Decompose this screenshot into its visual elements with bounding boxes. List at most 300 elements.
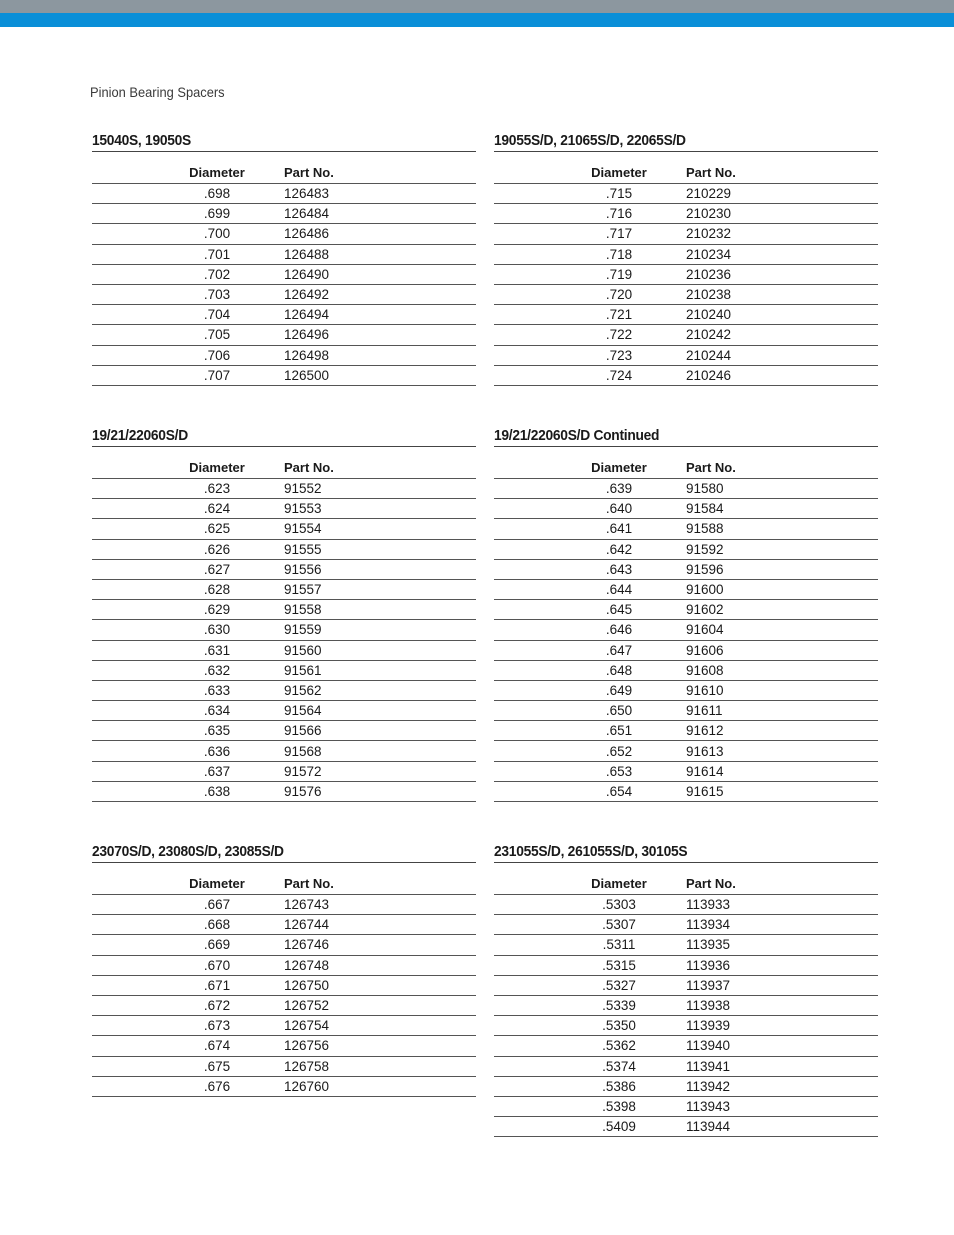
table-row [494, 915, 878, 935]
spacer-cell [92, 915, 172, 935]
spacer-table [494, 447, 878, 802]
spacer-cell [92, 559, 172, 579]
spacer-table [92, 447, 476, 802]
spacer-cell [382, 325, 476, 345]
part-no-cell: 91612 [664, 721, 784, 741]
spacer-cell [494, 1016, 574, 1036]
spacer-cell [784, 915, 878, 935]
part-no-cell: 113937 [664, 975, 784, 995]
part-no-cell: 91610 [664, 680, 784, 700]
spacer-cell [494, 915, 574, 935]
part-no-cell: 91564 [262, 701, 382, 721]
diameter-cell: .645 [574, 600, 664, 620]
spacer-cell [784, 620, 878, 640]
part-no-cell: 210232 [664, 224, 784, 244]
part-no-cell: 91558 [262, 600, 382, 620]
spacer-cell [92, 781, 172, 801]
top-blue-bar [0, 13, 954, 27]
spacer-cell [784, 701, 878, 721]
diameter-cell: .646 [574, 620, 664, 640]
table-row [494, 184, 878, 204]
table-row [494, 284, 878, 304]
spacer-cell [92, 863, 172, 895]
diameter-cell: .699 [172, 204, 262, 224]
part-no-cell: 210246 [664, 365, 784, 385]
table-row [494, 479, 878, 499]
part-no-header: Part No. [664, 863, 784, 895]
part-no-cell: 113933 [664, 895, 784, 915]
part-no-cell: 210234 [664, 244, 784, 264]
spacer-table [494, 863, 878, 1137]
spacer-cell [784, 1056, 878, 1076]
table-row [92, 895, 476, 915]
spacer-cell [494, 620, 574, 640]
spacer-cell [784, 1117, 878, 1137]
spacer-cell [382, 915, 476, 935]
spacer-cell [784, 975, 878, 995]
spacer-cell [92, 701, 172, 721]
diameter-cell: .674 [172, 1036, 262, 1056]
diameter-cell: .625 [172, 519, 262, 539]
part-no-cell: 210238 [664, 284, 784, 304]
part-no-cell: 91561 [262, 660, 382, 680]
spacer-cell [494, 863, 574, 895]
diameter-cell: .640 [574, 499, 664, 519]
part-no-header: Part No. [262, 863, 382, 895]
diameter-cell: .641 [574, 519, 664, 539]
spacer-cell [92, 975, 172, 995]
spacer-table-section [494, 426, 878, 802]
diameter-cell: .627 [172, 559, 262, 579]
spacer-cell [382, 579, 476, 599]
section-title [92, 131, 476, 152]
spacer-cell [784, 741, 878, 761]
table-row [494, 224, 878, 244]
part-no-cell: 91580 [664, 479, 784, 499]
part-no-cell: 210229 [664, 184, 784, 204]
diameter-cell: .5311 [574, 935, 664, 955]
spacer-cell [784, 345, 878, 365]
spacer-cell [382, 995, 476, 1015]
spacer-cell [382, 264, 476, 284]
table-row [494, 1016, 878, 1036]
spacer-cell [494, 479, 574, 499]
spacer-cell [494, 701, 574, 721]
diameter-cell: .647 [574, 640, 664, 660]
table-row [494, 1076, 878, 1096]
part-no-cell: 91592 [664, 539, 784, 559]
spacer-cell [494, 519, 574, 539]
spacer-cell [382, 721, 476, 741]
table-row [92, 204, 476, 224]
diameter-cell: .624 [172, 499, 262, 519]
diameter-cell: .652 [574, 741, 664, 761]
table-row [494, 955, 878, 975]
spacer-cell [92, 264, 172, 284]
spacer-cell [784, 519, 878, 539]
spacer-cell [382, 244, 476, 264]
spacer-cell [92, 447, 172, 479]
diameter-cell: .5398 [574, 1096, 664, 1116]
table-header-row [494, 447, 878, 479]
table-row [92, 479, 476, 499]
table-row [92, 579, 476, 599]
table-row [92, 701, 476, 721]
diameter-cell: .631 [172, 640, 262, 660]
diameter-cell: .673 [172, 1016, 262, 1036]
spacer-cell [92, 244, 172, 264]
part-no-cell: 126754 [262, 1016, 382, 1036]
spacer-table-section [92, 131, 476, 386]
spacer-cell [784, 284, 878, 304]
spacer-cell [92, 479, 172, 499]
part-no-cell: 91553 [262, 499, 382, 519]
spacer-cell [92, 519, 172, 539]
table-row [494, 895, 878, 915]
spacer-cell [494, 345, 574, 365]
table-row [494, 345, 878, 365]
spacer-cell [382, 499, 476, 519]
spacer-cell [382, 284, 476, 304]
spacer-cell [784, 640, 878, 660]
spacer-cell [784, 895, 878, 915]
spacer-cell [494, 600, 574, 620]
spacer-cell [494, 284, 574, 304]
spacer-cell [494, 244, 574, 264]
spacer-cell [784, 204, 878, 224]
part-no-cell: 113942 [664, 1076, 784, 1096]
part-no-cell: 126746 [262, 935, 382, 955]
spacer-cell [784, 224, 878, 244]
table-row [494, 264, 878, 284]
section-title [92, 426, 476, 447]
diameter-cell: .5386 [574, 1076, 664, 1096]
section-title-text: 23070S/D, 23080S/D, 23085S/D [92, 843, 284, 860]
spacer-cell [784, 1036, 878, 1056]
part-no-cell: 126490 [262, 264, 382, 284]
table-row [494, 935, 878, 955]
diameter-cell: .676 [172, 1076, 262, 1096]
diameter-cell: .675 [172, 1056, 262, 1076]
spacer-cell [92, 539, 172, 559]
diameter-cell: .669 [172, 935, 262, 955]
spacer-cell [494, 305, 574, 325]
part-no-cell: 126488 [262, 244, 382, 264]
part-no-cell: 210240 [664, 305, 784, 325]
diameter-cell: .639 [574, 479, 664, 499]
table-row [494, 519, 878, 539]
spacer-cell [382, 600, 476, 620]
spacer-cell [784, 721, 878, 741]
spacer-cell [784, 1016, 878, 1036]
diameter-cell: .717 [574, 224, 664, 244]
spacer-cell [92, 995, 172, 1015]
spacer-cell [494, 1096, 574, 1116]
part-no-header: Part No. [262, 152, 382, 184]
diameter-cell: .704 [172, 305, 262, 325]
spacer-cell [92, 152, 172, 184]
spacer-cell [784, 1076, 878, 1096]
section-title [494, 131, 878, 152]
diameter-header: Diameter [172, 447, 262, 479]
part-no-cell: 126760 [262, 1076, 382, 1096]
part-no-cell: 126496 [262, 325, 382, 345]
table-row [494, 995, 878, 1015]
spacer-cell [382, 204, 476, 224]
part-no-cell: 126756 [262, 1036, 382, 1056]
spacer-cell [494, 325, 574, 345]
spacer-cell [92, 660, 172, 680]
spacer-cell [382, 955, 476, 975]
section-title-text: 19/21/22060S/D Continued [494, 427, 660, 444]
spacer-cell [494, 721, 574, 741]
diameter-cell: .638 [172, 781, 262, 801]
part-no-cell: 91611 [664, 701, 784, 721]
part-no-cell: 113940 [664, 1036, 784, 1056]
table-header-row [494, 863, 878, 895]
spacer-cell [784, 935, 878, 955]
part-no-cell: 126743 [262, 895, 382, 915]
part-no-cell: 91615 [664, 781, 784, 801]
spacer-cell [382, 701, 476, 721]
diameter-cell: .723 [574, 345, 664, 365]
part-no-cell: 113935 [664, 935, 784, 955]
spacer-table [92, 152, 476, 386]
diameter-cell: .722 [574, 325, 664, 345]
table-row [494, 781, 878, 801]
part-no-cell: 126750 [262, 975, 382, 995]
part-no-cell: 91600 [664, 579, 784, 599]
diameter-cell: .720 [574, 284, 664, 304]
spacer-cell [494, 579, 574, 599]
diameter-cell: .719 [574, 264, 664, 284]
diameter-cell: .670 [172, 955, 262, 975]
spacer-cell [382, 781, 476, 801]
table-row [92, 620, 476, 640]
diameter-cell: .642 [574, 539, 664, 559]
part-no-cell: 126744 [262, 915, 382, 935]
table-row [92, 640, 476, 660]
table-row [92, 1036, 476, 1056]
spacer-cell [92, 345, 172, 365]
part-no-cell: 91562 [262, 680, 382, 700]
spacer-cell [494, 640, 574, 660]
table-row [494, 1056, 878, 1076]
spacer-cell [92, 579, 172, 599]
table-row [494, 600, 878, 620]
spacer-cell [382, 1056, 476, 1076]
table-row [92, 365, 476, 385]
spacer-cell [382, 152, 476, 184]
table-row [494, 305, 878, 325]
spacer-cell [494, 559, 574, 579]
spacer-table-section [92, 842, 476, 1097]
diameter-cell: .628 [172, 579, 262, 599]
spacer-cell [382, 680, 476, 700]
part-no-cell: 91596 [664, 559, 784, 579]
spacer-cell [784, 325, 878, 345]
diameter-cell: .637 [172, 761, 262, 781]
spacer-cell [784, 660, 878, 680]
diameter-cell: .634 [172, 701, 262, 721]
spacer-cell [382, 184, 476, 204]
diameter-cell: .5409 [574, 1117, 664, 1137]
diameter-cell: .5374 [574, 1056, 664, 1076]
table-row [92, 305, 476, 325]
table-row [92, 915, 476, 935]
spacer-cell [494, 152, 574, 184]
spacer-cell [494, 781, 574, 801]
part-no-cell: 91556 [262, 559, 382, 579]
spacer-cell [784, 447, 878, 479]
spacer-cell [382, 640, 476, 660]
part-no-cell: 91554 [262, 519, 382, 539]
spacer-cell [382, 539, 476, 559]
spacer-cell [494, 680, 574, 700]
spacer-cell [92, 1076, 172, 1096]
spacer-cell [92, 680, 172, 700]
diameter-cell: .5315 [574, 955, 664, 975]
part-no-cell: 113936 [664, 955, 784, 975]
spacer-cell [92, 741, 172, 761]
part-no-cell: 126752 [262, 995, 382, 1015]
spacer-cell [382, 479, 476, 499]
spacer-cell [784, 781, 878, 801]
spacer-cell [382, 224, 476, 244]
diameter-cell: .672 [172, 995, 262, 1015]
diameter-cell: .5339 [574, 995, 664, 1015]
table-row [494, 1117, 878, 1137]
part-no-cell: 91555 [262, 539, 382, 559]
table-header-row [92, 152, 476, 184]
diameter-cell: .5350 [574, 1016, 664, 1036]
spacer-cell [494, 935, 574, 955]
spacer-cell [382, 1076, 476, 1096]
diameter-cell: .724 [574, 365, 664, 385]
diameter-cell: .715 [574, 184, 664, 204]
table-row [92, 519, 476, 539]
diameter-cell: .626 [172, 539, 262, 559]
diameter-cell: .623 [172, 479, 262, 499]
spacer-table-section [92, 426, 476, 802]
table-row [92, 284, 476, 304]
table-row [92, 1076, 476, 1096]
part-no-cell: 91608 [664, 660, 784, 680]
diameter-cell: .707 [172, 365, 262, 385]
spacer-cell [784, 264, 878, 284]
section-title-text: 19/21/22060S/D [92, 427, 188, 444]
spacer-cell [784, 152, 878, 184]
page-title: Pinion Bearing Spacers [90, 84, 225, 100]
table-row [92, 975, 476, 995]
part-no-cell: 126492 [262, 284, 382, 304]
spacer-cell [494, 1036, 574, 1056]
table-row [92, 499, 476, 519]
part-no-cell: 91572 [262, 761, 382, 781]
diameter-cell: .632 [172, 660, 262, 680]
spacer-cell [784, 559, 878, 579]
table-row [494, 1036, 878, 1056]
part-no-cell: 91557 [262, 579, 382, 599]
spacer-cell [494, 1117, 574, 1137]
table-row [92, 184, 476, 204]
spacer-cell [784, 184, 878, 204]
table-row [494, 579, 878, 599]
spacer-cell [92, 305, 172, 325]
diameter-cell: .649 [574, 680, 664, 700]
part-no-cell: 126758 [262, 1056, 382, 1076]
part-no-cell: 91613 [664, 741, 784, 761]
spacer-cell [494, 660, 574, 680]
spacer-cell [382, 447, 476, 479]
table-row [494, 741, 878, 761]
part-no-cell: 91576 [262, 781, 382, 801]
part-no-cell: 126486 [262, 224, 382, 244]
diameter-cell: .648 [574, 660, 664, 680]
spacer-cell [92, 1056, 172, 1076]
diameter-cell: .701 [172, 244, 262, 264]
table-row [92, 559, 476, 579]
table-row [494, 1096, 878, 1116]
part-no-cell: 210230 [664, 204, 784, 224]
table-row [92, 539, 476, 559]
diameter-cell: .5327 [574, 975, 664, 995]
table-row [92, 600, 476, 620]
part-no-header: Part No. [664, 447, 784, 479]
part-no-cell: 126498 [262, 345, 382, 365]
part-no-cell: 126483 [262, 184, 382, 204]
diameter-cell: .644 [574, 579, 664, 599]
table-row [92, 680, 476, 700]
table-row [494, 975, 878, 995]
spacer-cell [494, 447, 574, 479]
spacer-cell [784, 479, 878, 499]
spacer-cell [784, 1096, 878, 1116]
table-row [92, 244, 476, 264]
spacer-cell [784, 539, 878, 559]
table-row [494, 325, 878, 345]
diameter-cell: .718 [574, 244, 664, 264]
table-row [494, 204, 878, 224]
spacer-cell [382, 975, 476, 995]
spacer-cell [494, 995, 574, 1015]
table-row [494, 365, 878, 385]
spacer-cell [92, 1036, 172, 1056]
diameter-cell: .698 [172, 184, 262, 204]
spacer-table-section [494, 131, 878, 386]
table-row [92, 1056, 476, 1076]
table-row [494, 640, 878, 660]
section-title-text: 15040S, 19050S [92, 132, 191, 149]
table-row [494, 559, 878, 579]
spacer-cell [494, 975, 574, 995]
top-gray-bar [0, 0, 954, 13]
spacer-cell [494, 365, 574, 385]
section-title [494, 426, 878, 447]
diameter-header: Diameter [574, 152, 664, 184]
spacer-cell [784, 995, 878, 1015]
part-no-cell: 91552 [262, 479, 382, 499]
table-row [92, 345, 476, 365]
spacer-cell [92, 325, 172, 345]
table-row [92, 935, 476, 955]
diameter-cell: .629 [172, 600, 262, 620]
part-no-cell: 91602 [664, 600, 784, 620]
diameter-cell: .703 [172, 284, 262, 304]
diameter-cell: .705 [172, 325, 262, 345]
diameter-cell: .635 [172, 721, 262, 741]
part-no-cell: 91559 [262, 620, 382, 640]
